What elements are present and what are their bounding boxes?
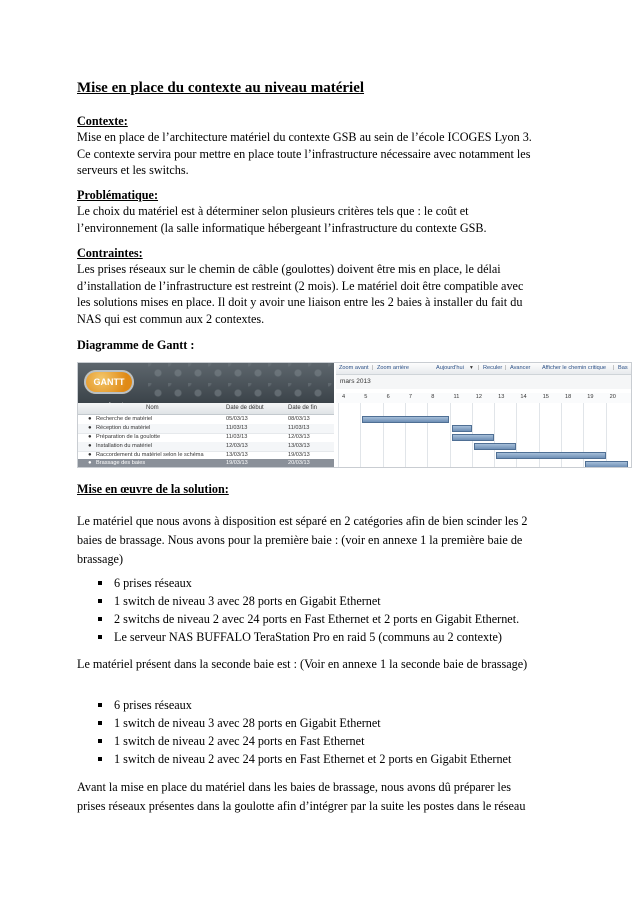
toolbar-separator: | [478, 365, 480, 371]
gantt-grid-line [606, 403, 607, 467]
gantt-screenshot [77, 362, 632, 468]
task-name: Brassage des baies [96, 460, 146, 466]
gantt-day-label: 15 [542, 394, 549, 400]
task-name: Recherche de matériel [96, 416, 153, 422]
gantt-grid-line [338, 403, 339, 467]
gantt-grid-line [360, 403, 361, 467]
task-end: 20/03/13 [288, 460, 310, 466]
task-bullet-icon: ● [88, 425, 92, 431]
gantt-month [336, 375, 631, 389]
gantt-task-row-selected[interactable] [78, 459, 334, 468]
gantt-day-label: 18 [565, 394, 572, 400]
task-bullet-icon: ● [88, 416, 92, 422]
month-label: mars 2013 [340, 378, 371, 385]
problematique-line: l’environnement (la salle informatique hébergeant l’infrastructure du contexte GSB. [77, 220, 487, 235]
task-start: 13/03/13 [226, 452, 248, 458]
gantt-task-bar[interactable] [452, 434, 495, 441]
outro-line: prises réseaux présentes dans la goulotte afin d’intégrer par la suite les postes dans le réseau [77, 799, 526, 813]
section-mise-en-oeuvre [77, 481, 577, 497]
intro-line: baies de brassage. Nous avons pour la première baie : (voir en annexe 1 la première baie de [77, 533, 523, 547]
section-contraintes [77, 245, 577, 327]
gantt-grid [336, 403, 631, 467]
task-name: Installation du matériel [96, 443, 152, 449]
list-item: 1 switch de niveau 2 avec 24 ports en Fast Ethernet et 2 ports en Gigabit Ethernet [77, 750, 597, 768]
contraintes-line: les solutions mises en place. Il doit y avoir une liaison entre les 2 baies à installer du fait du [77, 295, 523, 310]
column-header-start[interactable]: Date de début [226, 405, 264, 411]
gantt-day-label: 5 [364, 394, 368, 400]
zoom-out-button[interactable]: Zoom arrière [377, 365, 410, 371]
list-item: Le serveur NAS BUFFALO TeraStation Pro en raid 5 (communs au 2 contexte) [77, 628, 597, 646]
gantt-grid-line [427, 403, 428, 467]
gantt-day-label: 20 [609, 394, 616, 400]
gantt-task-bar[interactable] [474, 443, 517, 450]
task-bullet-icon: ● [88, 460, 92, 466]
gantt-task-bar[interactable] [452, 425, 472, 432]
task-name: Raccordement du matériel selon le schéma [96, 452, 204, 458]
gantt-toolbar [336, 363, 631, 375]
task-end: 11/03/13 [288, 425, 310, 431]
list-item: 6 prises réseaux [77, 574, 597, 592]
gantt-task-bar[interactable] [585, 461, 628, 468]
contraintes-line: NAS qui est commun aux 2 contextes. [77, 311, 265, 326]
zoom-in-button[interactable]: Zoom avant [339, 365, 369, 371]
problematique-line: Le choix du matériel est à déterminer selon plusieurs critères tels que : le coût et [77, 204, 469, 219]
gantt-day-label: 6 [386, 394, 390, 400]
baie2-intro [77, 656, 577, 672]
gantt-day-label: 19 [587, 394, 594, 400]
mise-en-oeuvre-heading: Mise en œuvre de la solution: [77, 482, 229, 496]
gantt-grid-line [450, 403, 451, 467]
chevron-down-icon[interactable]: ▾ [470, 365, 473, 371]
task-name: Réception du matériel [96, 425, 151, 431]
contexte-line: Mise en place de l’architecture matériel du contexte GSB au sein de l’école ICOGES Lyon 3. [77, 130, 532, 145]
gantt-day-label: 4 [342, 394, 346, 400]
toolbar-separator: | [613, 365, 615, 371]
gantt-task-table [78, 363, 334, 467]
section-problematique [77, 187, 577, 236]
problematique-heading: Problématique: [77, 188, 159, 202]
gantt-day-label: 7 [408, 394, 413, 400]
gantt-chart-area [336, 363, 631, 467]
list-item: 1 switch de niveau 3 avec 28 ports en Gigabit Ethernet [77, 592, 597, 610]
list-item: 1 switch de niveau 3 avec 28 ports en Gigabit Ethernet [77, 714, 597, 732]
ganttproject-logo: GANTT [84, 370, 134, 394]
baie2-list [77, 696, 597, 768]
task-bullet-icon: ● [88, 443, 92, 449]
task-bullet-icon: ● [88, 452, 92, 458]
contraintes-heading: Contraintes: [77, 246, 143, 260]
today-button[interactable]: Aujourd'hui [436, 365, 464, 371]
gantt-grid-line [494, 403, 495, 467]
toolbar-separator: | [505, 365, 507, 371]
task-end: 13/03/13 [288, 443, 310, 449]
task-start: 19/03/13 [226, 460, 248, 466]
gantt-task-bar[interactable] [496, 452, 606, 459]
outro-paragraph [77, 778, 577, 816]
gantt-grid-line [383, 403, 384, 467]
gantt-day-label: 14 [520, 394, 527, 400]
back-button[interactable]: Reculer [483, 365, 503, 371]
task-start: 05/03/13 [226, 416, 248, 422]
intro-line: brassage) [77, 552, 124, 566]
forward-button[interactable]: Avancer [510, 365, 531, 371]
critical-path-button[interactable]: Afficher le chemin critique [542, 365, 606, 371]
mise-en-oeuvre-intro [77, 512, 577, 569]
list-item: 6 prises réseaux [77, 696, 597, 714]
gantt-task-bar[interactable] [362, 416, 449, 423]
gantt-label: Diagramme de Gantt : [77, 338, 195, 352]
task-end: 08/03/13 [288, 416, 310, 422]
gantt-day-scale [336, 393, 631, 403]
gantt-logo-banner [78, 363, 334, 403]
contexte-line: serveurs et les switchs. [77, 163, 189, 178]
outro-line: Avant la mise en place du matériel dans les baies de brassage, nous avons dû préparer les [77, 780, 511, 794]
task-start: 11/03/13 [226, 425, 248, 431]
task-start: 11/03/13 [226, 434, 248, 440]
column-header-end[interactable]: Date de fin [288, 405, 318, 411]
page-title: Mise en place du contexte au niveau matériel [77, 80, 365, 96]
task-end: 12/03/13 [288, 434, 310, 440]
column-header-name[interactable]: Nom [146, 405, 159, 411]
gantt-grid-line [405, 403, 406, 467]
task-start: 12/03/13 [226, 443, 248, 449]
baie1-list [77, 574, 597, 646]
gantt-day-label: 12 [475, 394, 483, 400]
section-contexte [77, 113, 577, 179]
gantt-day-label: 13 [498, 394, 505, 400]
task-end: 19/03/13 [288, 452, 310, 458]
contraintes-line: Les prises réseaux sur le chemin de câble (goulottes) doivent être mis en place, le délai [77, 262, 501, 277]
contraintes-line: d’installation de l’infrastructure est restreint (2 mois). Le matériel doit être compatible avec [77, 278, 524, 293]
contexte-heading: Contexte: [77, 114, 128, 128]
gantt-table-header [78, 403, 334, 415]
intro-line: Le matériel que nous avons à disposition est séparé en 2 catégories afin de bien scinder les 2 [77, 514, 528, 528]
baseline-button[interactable]: Bas [618, 365, 628, 371]
list-item: 1 switch de niveau 2 avec 24 ports en Fast Ethernet [77, 732, 597, 750]
task-bullet-icon: ● [88, 434, 92, 440]
hexagon-pattern-icon [148, 363, 334, 403]
list-item: 2 switchs de niveau 2 avec 24 ports en Fast Ethernet et 2 ports en Gigabit Ethernet. [77, 610, 597, 628]
contexte-line: Ce contexte servira pour mettre en place toute l’infrastructure nécessaire avec notamment les [77, 146, 531, 161]
task-name: Préparation de la goulotte [96, 434, 161, 440]
gantt-day-label: 11 [453, 394, 460, 400]
gantt-day-label: 8 [431, 394, 435, 400]
baie2-intro-line: Le matériel présent dans la seconde baie est : (Voir en annexe 1 la seconde baie de brassage) [77, 657, 528, 671]
toolbar-separator: | [372, 365, 374, 371]
